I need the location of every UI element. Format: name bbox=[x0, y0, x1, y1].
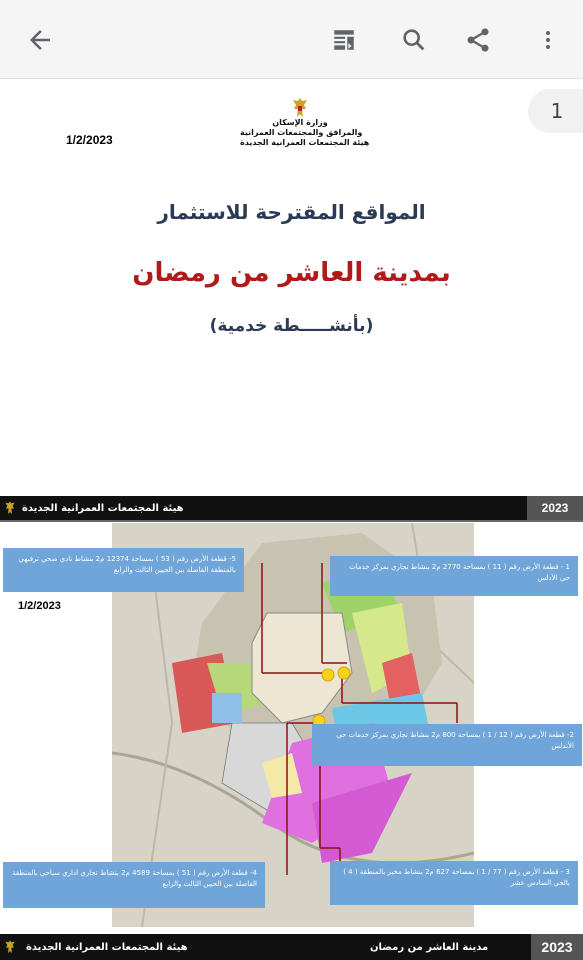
footer-org-name: هيئة المجتمعات العمرانية الجديدة bbox=[26, 941, 188, 953]
ministry-header bbox=[240, 118, 370, 148]
egypt-eagle-logo bbox=[291, 97, 309, 119]
ministry-line: هيئة المجتمعات العمرانية الجديدة bbox=[240, 138, 370, 147]
slide1-date: 1/2/2023 bbox=[66, 133, 113, 147]
egypt-eagle-logo bbox=[4, 938, 16, 956]
slide2-footer-banner bbox=[0, 934, 583, 960]
header-year: 2023 bbox=[527, 496, 583, 520]
search-button[interactable] bbox=[392, 18, 436, 62]
slide1-title: المواقع المقترحة للاستثمار bbox=[157, 200, 426, 224]
site-marker bbox=[338, 667, 350, 679]
more-options-button[interactable] bbox=[526, 18, 570, 62]
slide1-city-title: بمدينة العاشر من رمضان bbox=[132, 258, 451, 288]
slide2-date: 1/2/2023 bbox=[18, 600, 61, 612]
search-icon bbox=[400, 26, 428, 54]
page-number-indicator: 1 bbox=[528, 89, 583, 133]
app-bar bbox=[0, 0, 583, 79]
site-marker bbox=[322, 669, 334, 681]
egypt-eagle-logo bbox=[4, 499, 16, 517]
slide2-header-banner bbox=[0, 496, 583, 520]
share-button[interactable] bbox=[456, 18, 500, 62]
footer-year: 2023 bbox=[531, 934, 583, 960]
header-org-name: هيئة المجتمعات العمرانية الجديدة bbox=[22, 502, 184, 514]
more-vert-icon bbox=[536, 28, 560, 52]
arrow-back-icon bbox=[25, 25, 55, 55]
back-button[interactable] bbox=[18, 18, 62, 62]
ministry-line: والمرافق والمجتمعات العمرانية bbox=[240, 128, 363, 137]
plot-note-2: 2- قطعة الأرض رقم ( 12 / 1 ) بمساحة 800 م2 بنشاط تجاري بمركز خدمات حي الأندلس bbox=[312, 724, 582, 766]
ministry-line: وزارة الإسكان bbox=[272, 118, 328, 127]
slide1-subtitle: (بأنشـــــطة خدمية) bbox=[209, 316, 374, 336]
plot-note-4: 4- قطعة الأرض رقم ( 51 ) بمساحة 4589 م2 بنشاط تجاري اداري سياحي بالمنطقة الفاصلة بين الحيين الثالث والرابع bbox=[3, 862, 265, 908]
share-icon bbox=[464, 26, 492, 54]
plot-note-5: 5- قطعة الأرض رقم ( 53 ) بمساحة 12374 م2 بنشاط نادي صحي ترفيهي بالمنطقة الفاصلة بين الحيين الثالث والرابع bbox=[3, 548, 244, 592]
header-divider bbox=[0, 520, 583, 522]
reader-mode-icon bbox=[331, 27, 357, 53]
reader-mode-button[interactable] bbox=[322, 18, 366, 62]
footer-city-name: مدينة العاشر من رمضان bbox=[370, 941, 489, 953]
plot-note-1: 1 - قطعة الأرض رقم ( 11 ) بمساحة 2770 م2 بنشاط تجاري بمركز خدمات حي الأدلس bbox=[330, 556, 578, 596]
plot-note-3: 3 - قطعة الأرض رقم ( 77 / 1 ) بمساحة 627 م2 بنشاط مخبز بالمنطقة ( 4 ) بالحي السادس عشر bbox=[330, 861, 578, 905]
